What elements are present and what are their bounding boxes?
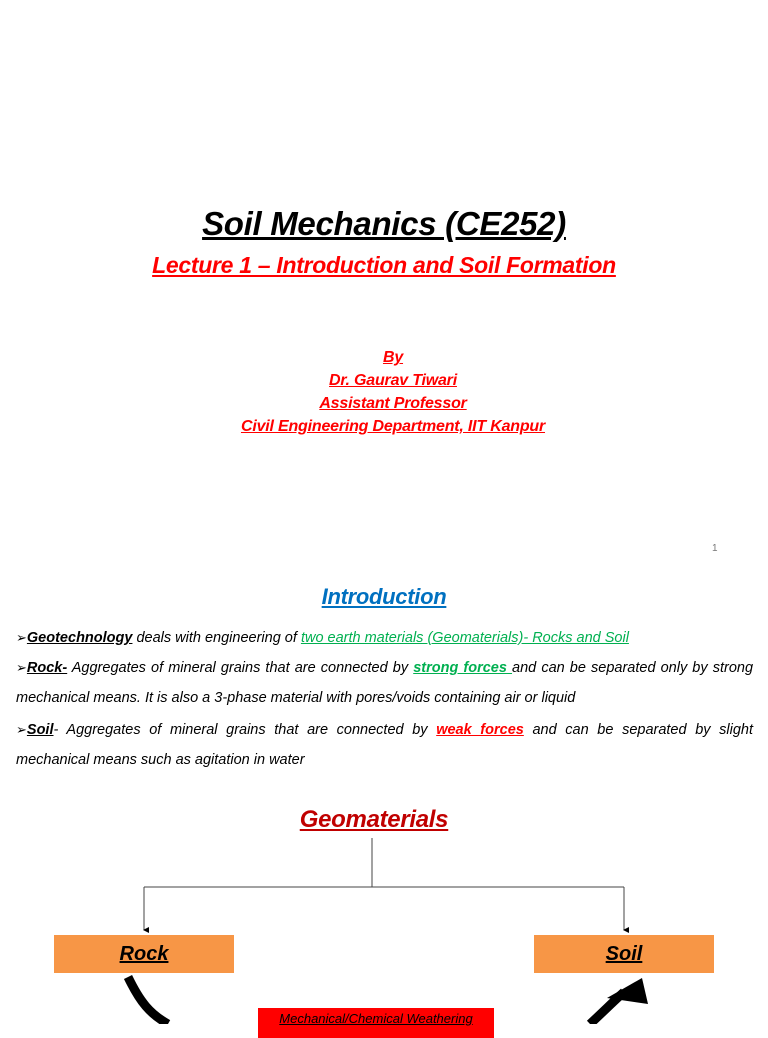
page-number: 1 bbox=[712, 543, 718, 554]
geotechnology-highlight: two earth materials (Geomaterials)- Rocks and Soil bbox=[300, 630, 629, 646]
soil-highlight: weak forces bbox=[436, 722, 524, 738]
bullet-arrow-icon: ➢ bbox=[16, 660, 27, 675]
rock-curve-arrow bbox=[128, 977, 168, 1024]
term-soil: Soil bbox=[26, 722, 54, 738]
rock-highlight: strong forces bbox=[413, 660, 513, 676]
term-rock: Rock- bbox=[26, 660, 68, 676]
bullet-arrow-icon: ➢ bbox=[16, 630, 27, 645]
introduction-heading: Introduction bbox=[321, 584, 447, 609]
geomaterials-heading: Geomaterials bbox=[299, 806, 449, 833]
author-position: Assistant Professor bbox=[319, 395, 467, 412]
weathering-process-box: Mechanical/Chemical Weathering bbox=[258, 1008, 494, 1038]
soil-text-after: and can be separated by slight mechanical means such as agitation in water bbox=[16, 722, 753, 768]
rock-text-after: and can be separated only by strong mechanical means. It is also a 3-phase material with pores/voids containing air or liquid bbox=[16, 660, 754, 706]
rock-text-before: Aggregates of mineral grains that are connected by bbox=[67, 660, 414, 676]
slide-title: Soil Mechanics (CE252) bbox=[202, 205, 566, 242]
lecture-subtitle: Lecture 1 – Introduction and Soil Formation bbox=[152, 252, 616, 278]
author-name: Dr. Gaurav Tiwari bbox=[329, 372, 457, 389]
term-geotechnology: Geotechnology bbox=[26, 630, 133, 646]
soil-box: Soil bbox=[534, 935, 714, 973]
author-by: By bbox=[382, 349, 404, 366]
geotechnology-text: deals with engineering of bbox=[132, 630, 301, 646]
bullet-arrow-icon: ➢ bbox=[16, 722, 27, 737]
author-department: Civil Engineering Department, IIT Kanpur bbox=[240, 418, 546, 435]
rock-box: Rock bbox=[54, 935, 234, 973]
soil-text-before: - Aggregates of mineral grains that are connected by bbox=[53, 722, 437, 738]
